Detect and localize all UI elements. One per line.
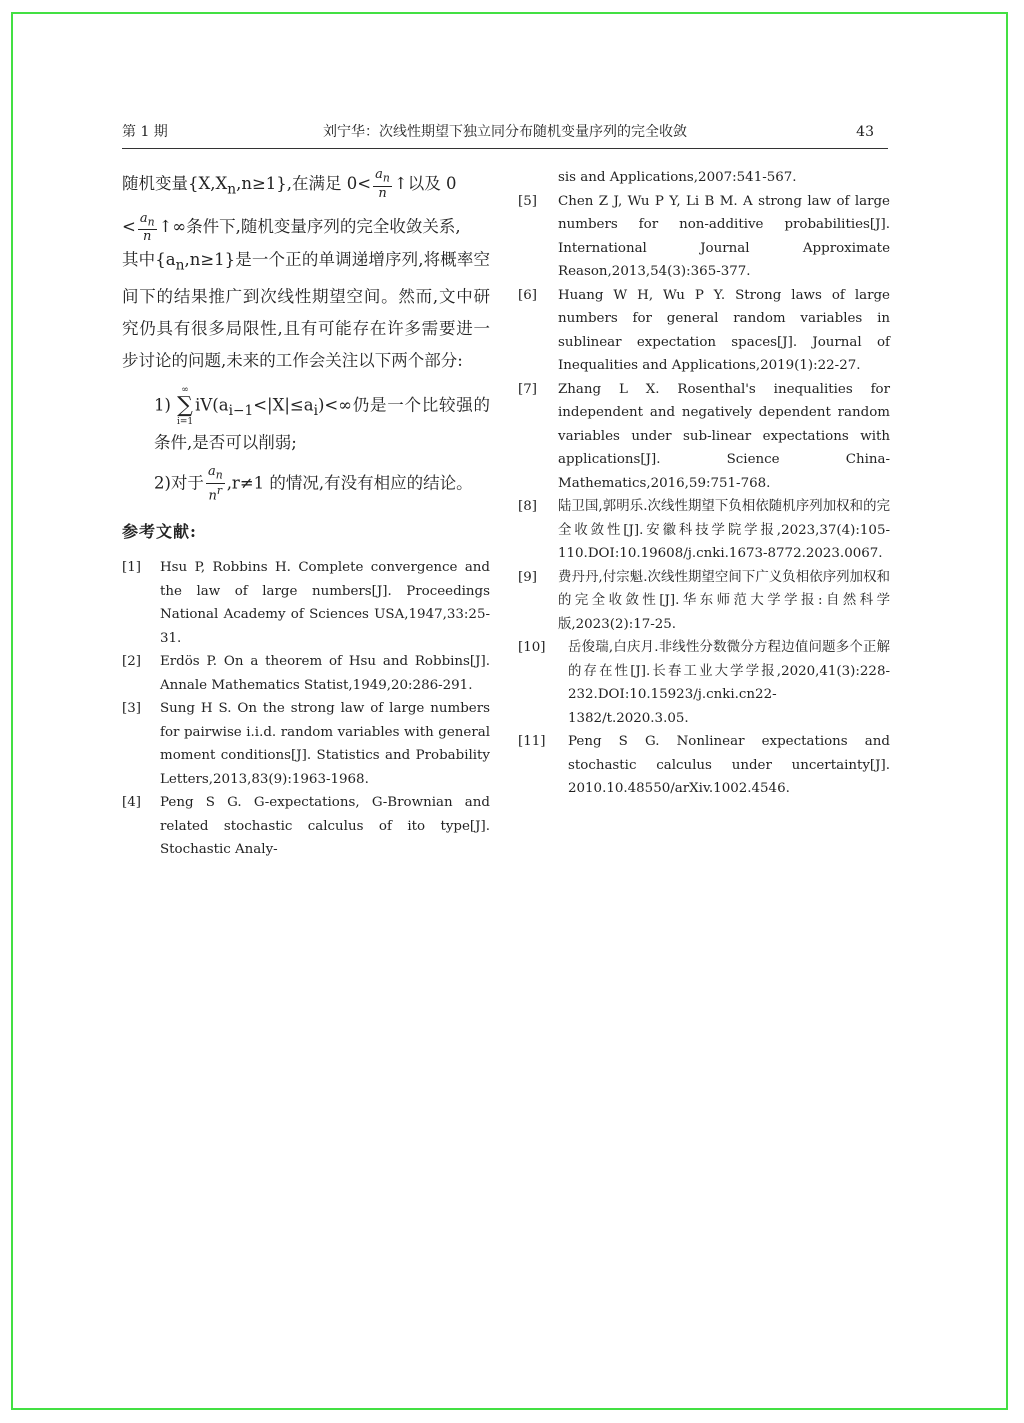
reference-item: [5] Chen Z J, Wu P Y, Li B M. A strong law of large numbers for non-additive probabilities[J]. International Journal Approximate Reason,2013,54(3):365-377. [518, 193, 890, 279]
reference-item: [11] Peng S G. Nonlinear expectations and stochastic calculus under uncertainty[J]. 2010.10.48550/arXiv.1002.4546. [518, 734, 890, 796]
future-work-item-2: 2)对于 $\frac{a_n}{n^r}$ ,r≠1 的情况,有没有相应的结论。 [154, 464, 473, 504]
reference-item: [9] 费丹丹,付宗魁.次线性期望空间下广义负相依序列加权和的完全收敛性[J].华东师范大学学报:自然科学版,2023(2):17-25. [518, 569, 890, 632]
future-work-item-1: 1) ∞ ∑ $i=1iV(a_{i-1}<|X|\le a_i)<\infty$仍是一个比较强的条件,是否可以削弱; [154, 385, 490, 453]
page-number: 43 [856, 124, 874, 140]
reference-item: [8] 陆卫国,郭明乐.次线性期望下负相依随机序列加权和的完全收敛性[J].安徽科技学院学报,2023,37(4):105-110.DOI:10.19608/j.cnki.1673-8772.2023.0067. [518, 499, 890, 561]
right-column [518, 166, 890, 801]
running-header [122, 122, 888, 149]
issue-label: 第 1 期 [122, 124, 168, 140]
reference-item: [7] Zhang L X. Rosenthal's inequalities for independent and negatively dependent random variables under sub-linear expectations with applications[J]. Science China-Mathematics,2016,59:751-768. [518, 381, 890, 491]
fraction-an-over-n: $\frac{a_n}{n}$ [375, 167, 390, 201]
fraction-an-over-n-2: $\frac{a_n}{n}$ [139, 210, 155, 245]
reference-item: [6] Huang W H, Wu P Y. Strong laws of large numbers for general random variables in sublinear expectation spaces[J]. Journal of Inequalities and Applications,2019(1):22-27. [518, 287, 890, 373]
reference-item: [2] Erdös P. On a theorem of Hsu and Robbins[J]. Annale Mathematics Statist,1949,20:286-291. [122, 654, 490, 693]
left-column [122, 168, 490, 862]
article-running-title: 刘宁华：次线性期望下独立同分布随机变量序列的完全收敛 [323, 124, 687, 140]
reference-item: [3] Sung H S. On the strong law of large numbers for pairwise i.i.d. random variables with general moment conditions[J]. Statistics and Probability Letters,2013,83(9):1963-1968. [122, 701, 490, 787]
references-left-list [122, 556, 490, 862]
fraction-an-over-nr: $\frac{a_n}{n^r}$ [207, 464, 223, 504]
reference-item: [1] Hsu P, Robbins H. Complete convergence and the law of large numbers[J]. Proceedings National Academy of Sciences USA,1947,33:25-31. [122, 560, 490, 646]
body-paragraph-3: 其中$\{a_n,n\ge 1\}$是一个正的单调递增序列,将概率空间下的结果推广到次线性期望空间。然而,文中研究仍具有很多局限性,且有可能存在许多需要进一步讨论的问题,未来的工作会关注以下两个部分: [122, 250, 491, 371]
summation-symbol: ∞ ∑ i=1 [176, 385, 194, 428]
reference-continuation: sis and Applications,2007:541-567. [558, 170, 797, 185]
body-paragraph-1: 随机变量$\{X,X_n,n\ge 1\}$,在满足 0< $\frac{a_n}{n}$ ↑以及 0 [122, 167, 457, 201]
reference-item: [10] 岳俊瑞,白庆月.非线性分数微分方程边值问题多个正解的存在性[J].长春工业大学学报,2020,41(3):228-232.DOI:10.15923/j.cnki.cn22-1382/t.2020.3.05. [518, 640, 890, 726]
body-paragraph-2: < $\frac{a_n}{n}$ ↑∞条件下,随机变量序列的完全收敛关系, [122, 210, 461, 245]
references-heading: 参考文献: [122, 522, 197, 542]
reference-item: [4] Peng S G. G-expectations, G-Brownian and related stochastic calculus of ito type[J]. Stochastic Analy- [122, 795, 490, 858]
